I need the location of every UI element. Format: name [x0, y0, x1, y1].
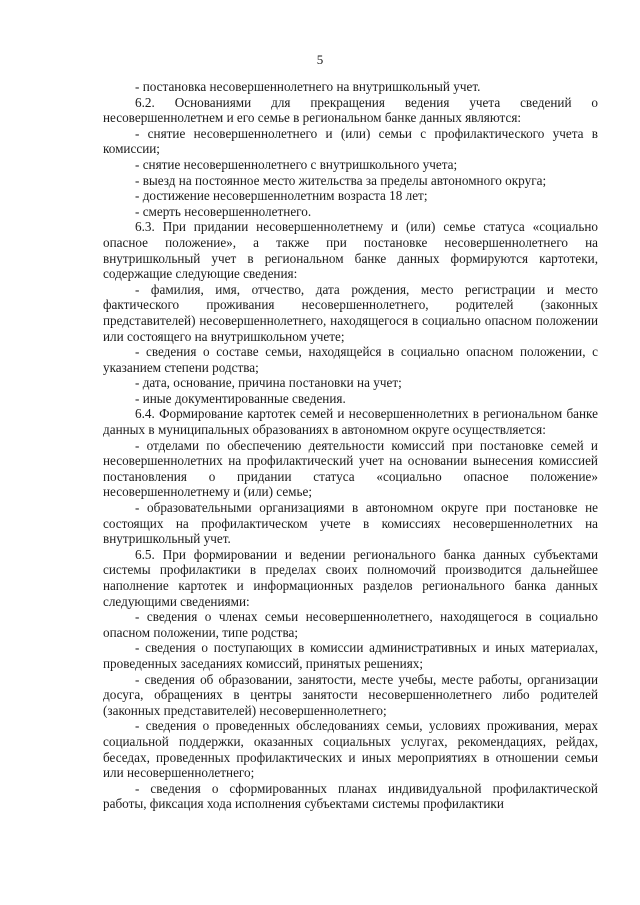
paragraph: - отделами по обеспечению деятельности комиссий при постановке семей и несовершеннолетних на профилактический учет на основании вынесения комиссией постановления о придании статуса «социально опасное положение» несовершеннолетнему и (или) семье; [103, 437, 598, 500]
paragraph: - достижение несовершеннолетним возраста 18 лет; [135, 188, 428, 204]
paragraph: - иные документированные сведения. [135, 390, 346, 406]
paragraph: - сведения об образовании, занятости, месте учебы, месте работы, организации досуга, обращениях в центры занятости несовершеннолетнего либо родителей (законных представителей) несовершеннолетнего; [103, 671, 598, 718]
paragraph: - выезд на постоянное место жительства за пределы автономного округа; [135, 172, 547, 188]
paragraph: 6.2. Основаниями для прекращения ведения учета сведений о несовершеннолетнем и его семье в региональном банке данных являются: [103, 94, 598, 126]
paragraph: - снятие несовершеннолетнего и (или) семьи с профилактического учета в комиссии; [103, 125, 598, 157]
paragraph: - сведения о проведенных обследованиях семьи, условиях проживания, мерах социальной поддержки, оказанных социальных услугах, рекомендациях, рейдах, беседах, проведенных профилактических и иных мероприятиях в отношении семьи или несовершеннолетнего; [103, 718, 598, 781]
paragraph: - дата, основание, причина постановки на учет; [135, 375, 402, 391]
document-body [103, 79, 598, 812]
paragraph: - смерть несовершеннолетнего. [135, 203, 312, 219]
paragraph: 6.4. Формирование картотек семей и несовершеннолетних в региональном банке данных в муниципальных образованиях в автономном округе осуществляется: [103, 406, 598, 438]
paragraph: - образовательными организациями в автономном округе при постановке не состоящих на профилактическом учете в комиссиях несовершеннолетних на внутришкольный учет. [103, 500, 598, 547]
paragraph: - снятие несовершеннолетнего с внутришкольного учета; [135, 156, 458, 172]
paragraph: - сведения о сформированных планах индивидуальной профилактической работы, фиксация хода исполнения субъектами системы профилактики [103, 780, 598, 812]
paragraph: - фамилия, имя, отчество, дата рождения, место регистрации и место фактического проживания несовершеннолетнего, родителей (законных представителей) несовершеннолетнего, находящегося в социально опасном положении или состоящего на внутришкольном учете; [103, 281, 598, 344]
page-number: 5 [316, 52, 324, 67]
paragraph: - сведения о членах семьи несовершеннолетнего, находящегося в социально опасном положении, типе родства; [103, 609, 598, 640]
paragraph: - сведения о составе семьи, находящейся в социально опасном положении, с указанием степени родства; [103, 344, 598, 375]
paragraph: - сведения о поступающих в комиссии административных и иных материалах, проведенных заседаниях комиссий, принятых решениях; [103, 640, 598, 671]
paragraph: 6.3. При придании несовершеннолетнему и (или) семье статуса «социально опасное положение», а также при постановке несовершеннолетнего на внутришкольный учет в региональном банке данных формируются картотеки, содержащие следующие сведения: [103, 219, 598, 282]
paragraph: 6.5. При формировании и ведении регионального банка данных субъектами системы профилактики в пределах своих полномочий производится дальнейшее наполнение картотек и информационных разделов регионального банка данных следующими сведениями: [103, 546, 598, 609]
paragraph: - постановка несовершеннолетнего на внутришкольный учет. [135, 79, 481, 94]
